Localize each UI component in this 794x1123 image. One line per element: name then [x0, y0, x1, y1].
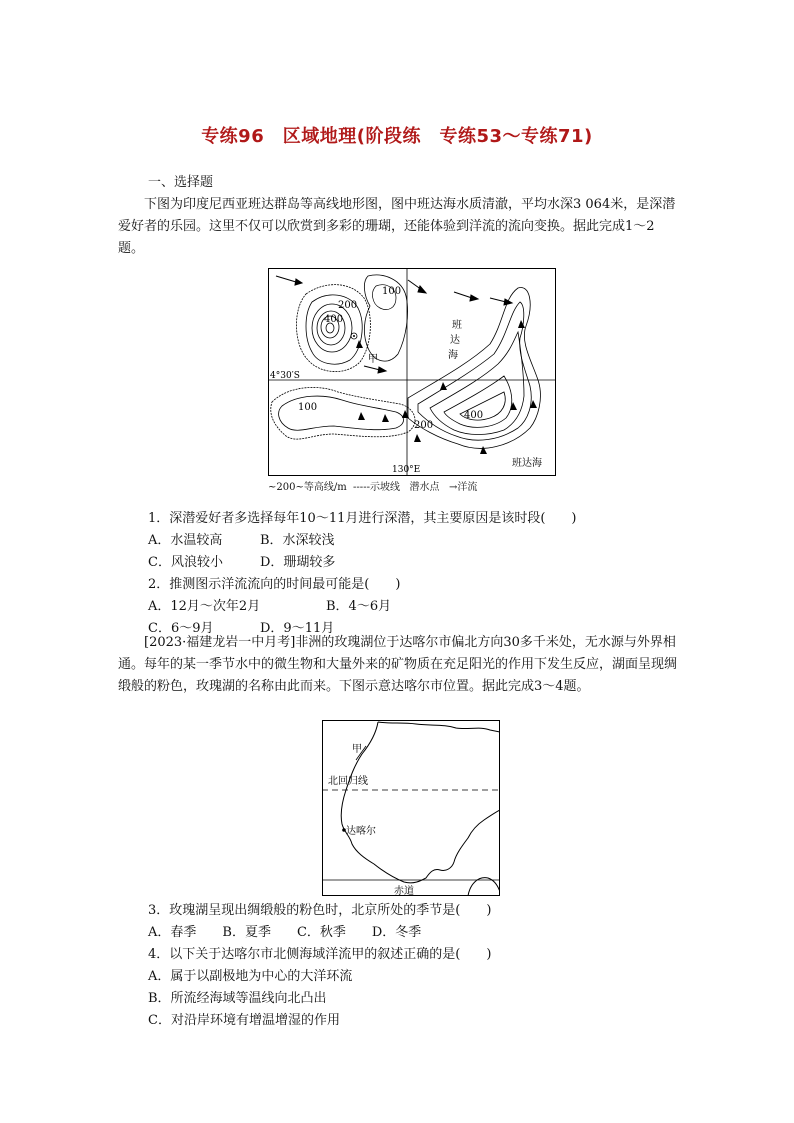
contour-label-200b: 200	[414, 420, 434, 431]
contour-label-100a: 100	[382, 286, 402, 297]
question-4: 4．以下关于达喀尔市北侧海域洋流甲的叙述正确的是( )	[148, 947, 492, 962]
intro-paragraph-1: 下图为印度尼西亚班达群岛等高线地形图，图中班达海水质清澈，平均水深3 064米，是深潜爱好者的乐园。这里不仅可以欣赏到多彩的珊瑚，还能体验到洋流的流向变换。据此完成1～2题。	[118, 197, 676, 256]
contour-label-100c: 100	[298, 402, 318, 413]
q1-option-a: A．水温较高	[148, 533, 223, 548]
q2-option-b: B．4～6月	[326, 599, 392, 614]
section-heading: 一、选择题	[148, 175, 214, 190]
contour-label-200: 200	[338, 300, 358, 311]
q2-option-a: A．12月～次年2月	[148, 599, 261, 614]
intro-paragraph-2: [2023·福建龙岩一中月考]非洲的玫瑰湖位于达喀尔市偏北方向30多千米处，无水源与外界相通。每年的某一季节水中的微生物和大量外来的矿物质在充足阳光的作用下发生反应，湖面呈现绸缎般的粉色，玫瑰湖的名称由此而来。下图示意达喀尔市位置。据此完成3～4题。	[118, 635, 678, 694]
question-3: 3．玫瑰湖呈现出绸缎般的粉色时，北京所处的季节是( )	[148, 903, 492, 918]
latitude-label: 4°30′S	[270, 371, 300, 381]
current-label-jia: 甲	[352, 744, 362, 755]
label-banda-sea-2: 班达海	[512, 458, 542, 469]
longitude-label: 130°E	[392, 465, 421, 475]
question-1: 1．深潜爱好者多选择每年10～11月进行深潜，其主要原因是该时段( )	[148, 511, 577, 526]
label-da: 达	[450, 335, 460, 346]
equator-label: 赤道	[394, 886, 414, 896]
label-jia: 甲	[368, 354, 378, 365]
dakar-label: 达喀尔	[346, 826, 376, 837]
q3-options: A．春季 B．夏季 C．秋季 D．冬季	[148, 925, 422, 940]
question-2: 2．推测图示洋流流向的时间最可能是( )	[148, 577, 401, 592]
q1-option-b: B．水深较浅	[260, 533, 335, 548]
label-ban: 班	[452, 320, 462, 331]
dakar-location-map	[322, 720, 500, 896]
q1-option-d: D．珊瑚较多	[260, 555, 336, 570]
map-legend: ~200~等高线/m -----示坡线 潜水点 →洋流	[268, 482, 478, 493]
q4-option-b: B．所流经海域等温线向北凸出	[148, 991, 327, 1006]
q4-option-c: C．对沿岸环境有增温增湿的作用	[148, 1013, 340, 1028]
q1-option-c: C．风浪较小	[148, 555, 223, 570]
banda-contour-map	[268, 268, 556, 476]
q2-option-d: D．9～11月	[260, 621, 335, 636]
page-title: 专练96 区域地理(阶段练 专练53～专练71)	[201, 126, 593, 147]
q4-option-a: A．属于以副极地为中心的大洋环流	[148, 969, 353, 984]
q2-option-c: C．6～9月	[148, 621, 214, 636]
tropic-of-cancer-label: 北回归线	[328, 776, 368, 787]
contour-label-400b: 400	[464, 410, 484, 421]
contour-label-400: 400	[324, 314, 344, 325]
label-hai: 海	[448, 350, 458, 361]
